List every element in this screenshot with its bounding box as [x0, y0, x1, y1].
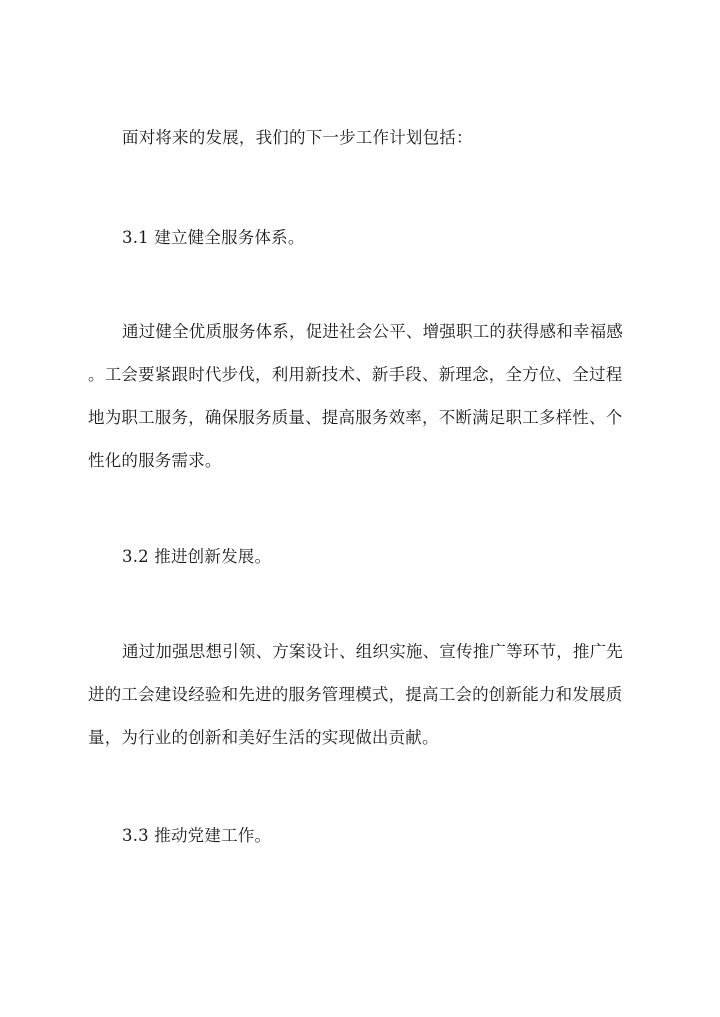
section-heading-3-3: 3.3 推动党建工作。	[122, 826, 272, 845]
intro-paragraph: 面对将来的发展，我们的下一步工作计划包括：	[122, 128, 473, 147]
section-3-2-line-3: 量，为行业的创新和美好生活的实现做出贡献。	[88, 728, 439, 747]
section-3-2-line-2: 进的工会建设经验和先进的服务管理模式，提高工会的创新能力和发展质	[88, 685, 623, 704]
section-heading-3-2: 3.2 推进创新发展。	[122, 547, 272, 566]
section-3-1-line-2: 。工会要紧跟时代步伐，利用新技术、新手段、新理念，全方位、全过程	[88, 365, 623, 384]
section-3-1-line-3: 地为职工服务，确保服务质量、提高服务效率，不断满足职工多样性、个	[88, 408, 623, 427]
section-3-1-line-4: 性化的服务需求。	[88, 451, 222, 470]
section-3-1-line-1: 通过健全优质服务体系，促进社会公平、增强职工的获得感和幸福感	[122, 322, 623, 341]
section-3-2-line-1: 通过加强思想引领、方案设计、组织实施、宣传推广等环节，推广先	[122, 642, 623, 661]
section-heading-3-1: 3.1 建立健全服务体系。	[122, 228, 305, 247]
